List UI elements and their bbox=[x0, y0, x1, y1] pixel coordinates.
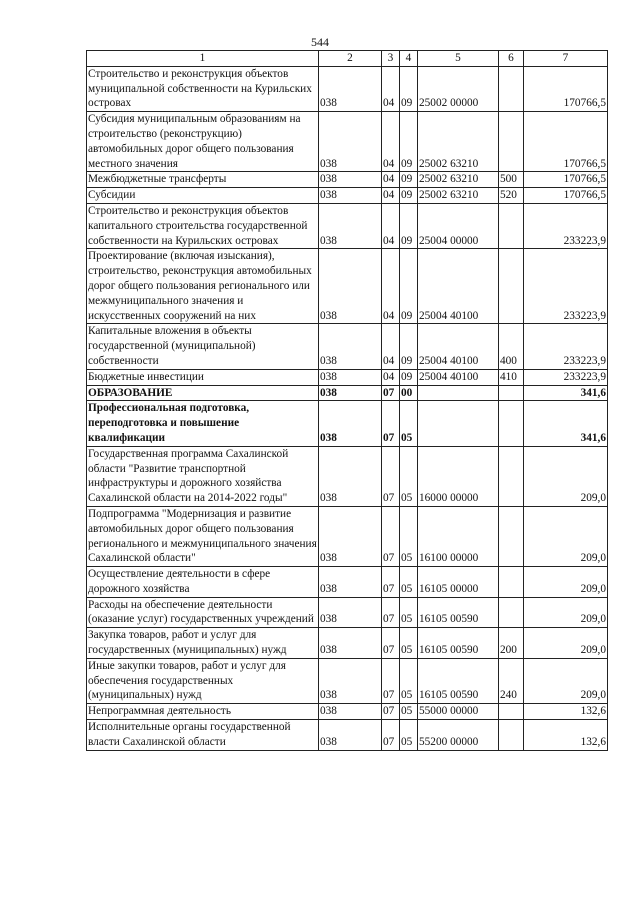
row-section-code: 07 bbox=[382, 567, 400, 598]
row-expense-type-code bbox=[499, 401, 524, 446]
row-subsection-code: 09 bbox=[400, 112, 418, 172]
row-name: Профессиональная подготовка, переподготовка и повышение квалификации bbox=[87, 401, 319, 446]
row-ved-code: 038 bbox=[319, 172, 382, 188]
row-expense-type-code: 240 bbox=[499, 658, 524, 703]
row-target-article-code bbox=[418, 385, 499, 401]
header-col-ved: 2 bbox=[319, 51, 382, 67]
row-name: Непрограммная деятельность bbox=[87, 704, 319, 720]
row-ved-code: 038 bbox=[319, 385, 382, 401]
table-row bbox=[87, 385, 608, 401]
header-col-name: 1 bbox=[87, 51, 319, 67]
row-section-code: 04 bbox=[382, 112, 400, 172]
row-amount: 209,0 bbox=[524, 658, 608, 703]
table-row bbox=[87, 188, 608, 204]
row-ved-code: 038 bbox=[319, 249, 382, 324]
row-ved-code: 038 bbox=[319, 112, 382, 172]
row-name: Строительство и реконструкция объектов капитального строительства государственной собственности на Курильских островах bbox=[87, 203, 319, 248]
row-section-code: 07 bbox=[382, 506, 400, 566]
row-amount: 170766,5 bbox=[524, 66, 608, 111]
row-target-article-code: 25002 63210 bbox=[418, 188, 499, 204]
row-ved-code: 038 bbox=[319, 188, 382, 204]
row-amount: 209,0 bbox=[524, 567, 608, 598]
table-row bbox=[87, 249, 608, 324]
page-number: 544 bbox=[311, 35, 329, 49]
row-expense-type-code: 520 bbox=[499, 188, 524, 204]
row-name: Иные закупки товаров, работ и услуг для обеспечения государственных (муниципальных) нужд bbox=[87, 658, 319, 703]
row-ved-code: 038 bbox=[319, 597, 382, 628]
row-target-article-code: 25002 63210 bbox=[418, 112, 499, 172]
row-target-article-code: 25004 40100 bbox=[418, 369, 499, 385]
row-expense-type-code bbox=[499, 506, 524, 566]
row-expense-type-code bbox=[499, 704, 524, 720]
row-name: Государственная программа Сахалинской области "Развитие транспортной инфраструктуры и дорожного хозяйства Сахалинской области на 2014-2022 годы" bbox=[87, 446, 319, 506]
row-name: Расходы на обеспечение деятельности (оказание услуг) государственных учреждений bbox=[87, 597, 319, 628]
row-subsection-code: 09 bbox=[400, 172, 418, 188]
row-amount: 341,6 bbox=[524, 385, 608, 401]
row-expense-type-code bbox=[499, 567, 524, 598]
row-ved-code: 038 bbox=[319, 369, 382, 385]
row-section-code: 07 bbox=[382, 704, 400, 720]
row-section-code: 07 bbox=[382, 658, 400, 703]
table-header-row bbox=[87, 51, 608, 67]
row-target-article-code: 25004 40100 bbox=[418, 324, 499, 369]
row-amount: 170766,5 bbox=[524, 188, 608, 204]
row-expense-type-code bbox=[499, 249, 524, 324]
table-row bbox=[87, 369, 608, 385]
row-ved-code: 038 bbox=[319, 324, 382, 369]
table-row bbox=[87, 112, 608, 172]
row-ved-code: 038 bbox=[319, 203, 382, 248]
row-amount: 132,6 bbox=[524, 704, 608, 720]
row-name: Межбюджетные трансферты bbox=[87, 172, 319, 188]
row-subsection-code: 09 bbox=[400, 324, 418, 369]
row-target-article-code: 25002 00000 bbox=[418, 66, 499, 111]
row-name: Осуществление деятельности в сфере дорожного хозяйства bbox=[87, 567, 319, 598]
row-section-code: 07 bbox=[382, 385, 400, 401]
row-expense-type-code bbox=[499, 446, 524, 506]
table-row bbox=[87, 324, 608, 369]
table-row bbox=[87, 401, 608, 446]
row-name: Закупка товаров, работ и услуг для государственных (муниципальных) нужд bbox=[87, 628, 319, 659]
row-amount: 233223,9 bbox=[524, 203, 608, 248]
table-row bbox=[87, 597, 608, 628]
row-target-article-code: 55200 00000 bbox=[418, 720, 499, 751]
row-section-code: 07 bbox=[382, 628, 400, 659]
row-section-code: 04 bbox=[382, 172, 400, 188]
table-row bbox=[87, 172, 608, 188]
row-ved-code: 038 bbox=[319, 720, 382, 751]
table-row bbox=[87, 203, 608, 248]
row-amount: 170766,5 bbox=[524, 112, 608, 172]
row-subsection-code: 09 bbox=[400, 203, 418, 248]
row-section-code: 04 bbox=[382, 188, 400, 204]
row-subsection-code: 05 bbox=[400, 506, 418, 566]
table-row bbox=[87, 66, 608, 111]
row-expense-type-code bbox=[499, 720, 524, 751]
header-col-sum: 7 bbox=[524, 51, 608, 67]
row-expense-type-code: 500 bbox=[499, 172, 524, 188]
row-expense-type-code bbox=[499, 597, 524, 628]
row-section-code: 04 bbox=[382, 249, 400, 324]
row-section-code: 04 bbox=[382, 66, 400, 111]
row-amount: 341,6 bbox=[524, 401, 608, 446]
row-name: Бюджетные инвестиции bbox=[87, 369, 319, 385]
row-name: Строительство и реконструкция объектов муниципальной собственности на Курильских островах bbox=[87, 66, 319, 111]
row-amount: 170766,5 bbox=[524, 172, 608, 188]
header-col-pr: 4 bbox=[400, 51, 418, 67]
row-section-code: 04 bbox=[382, 369, 400, 385]
row-target-article-code: 16100 00000 bbox=[418, 506, 499, 566]
row-target-article-code: 25002 63210 bbox=[418, 172, 499, 188]
row-subsection-code: 09 bbox=[400, 369, 418, 385]
row-section-code: 04 bbox=[382, 324, 400, 369]
row-expense-type-code bbox=[499, 66, 524, 111]
row-subsection-code: 05 bbox=[400, 401, 418, 446]
row-target-article-code: 16105 00590 bbox=[418, 658, 499, 703]
table-row bbox=[87, 446, 608, 506]
row-subsection-code: 05 bbox=[400, 658, 418, 703]
row-ved-code: 038 bbox=[319, 567, 382, 598]
row-subsection-code: 05 bbox=[400, 446, 418, 506]
row-subsection-code: 05 bbox=[400, 628, 418, 659]
row-expense-type-code: 200 bbox=[499, 628, 524, 659]
table-row bbox=[87, 658, 608, 703]
row-section-code: 07 bbox=[382, 720, 400, 751]
row-subsection-code: 09 bbox=[400, 66, 418, 111]
table-row bbox=[87, 704, 608, 720]
row-amount: 209,0 bbox=[524, 446, 608, 506]
row-ved-code: 038 bbox=[319, 66, 382, 111]
row-expense-type-code bbox=[499, 112, 524, 172]
row-expense-type-code bbox=[499, 385, 524, 401]
row-expense-type-code: 400 bbox=[499, 324, 524, 369]
row-target-article-code: 16105 00590 bbox=[418, 597, 499, 628]
row-target-article-code: 16105 00000 bbox=[418, 567, 499, 598]
row-amount: 209,0 bbox=[524, 506, 608, 566]
row-subsection-code: 05 bbox=[400, 720, 418, 751]
row-subsection-code: 09 bbox=[400, 188, 418, 204]
row-section-code: 04 bbox=[382, 203, 400, 248]
row-amount: 132,6 bbox=[524, 720, 608, 751]
row-ved-code: 038 bbox=[319, 658, 382, 703]
row-name: Субсидия муниципальным образованиям на строительство (реконструкцию) автомобильных дорог общего пользования местного значения bbox=[87, 112, 319, 172]
header-col-rz: 3 bbox=[382, 51, 400, 67]
row-target-article-code: 25004 00000 bbox=[418, 203, 499, 248]
row-target-article-code: 25004 40100 bbox=[418, 249, 499, 324]
table-row bbox=[87, 628, 608, 659]
row-subsection-code: 00 bbox=[400, 385, 418, 401]
row-subsection-code: 05 bbox=[400, 704, 418, 720]
table-row bbox=[87, 720, 608, 751]
row-section-code: 07 bbox=[382, 401, 400, 446]
row-name: Капитальные вложения в объекты государственной (муниципальной) собственности bbox=[87, 324, 319, 369]
row-name: Подпрограмма "Модернизация и развитие автомобильных дорог общего пользования регионального и межмуниципального значения Сахалинской области" bbox=[87, 506, 319, 566]
row-amount: 233223,9 bbox=[524, 249, 608, 324]
table-row bbox=[87, 567, 608, 598]
row-name: ОБРАЗОВАНИЕ bbox=[87, 385, 319, 401]
row-ved-code: 038 bbox=[319, 446, 382, 506]
row-target-article-code: 55000 00000 bbox=[418, 704, 499, 720]
row-subsection-code: 05 bbox=[400, 567, 418, 598]
row-name: Исполнительные органы государственной власти Сахалинской области bbox=[87, 720, 319, 751]
row-ved-code: 038 bbox=[319, 704, 382, 720]
row-ved-code: 038 bbox=[319, 401, 382, 446]
row-ved-code: 038 bbox=[319, 506, 382, 566]
header-col-vr: 6 bbox=[499, 51, 524, 67]
row-name: Проектирование (включая изыскания), строительство, реконструкция автомобильных дорог общего пользования регионального или межмуниципального значения и искусственных сооружений на них bbox=[87, 249, 319, 324]
row-expense-type-code: 410 bbox=[499, 369, 524, 385]
budget-table bbox=[86, 50, 608, 751]
row-target-article-code bbox=[418, 401, 499, 446]
row-amount: 209,0 bbox=[524, 597, 608, 628]
row-expense-type-code bbox=[499, 203, 524, 248]
row-ved-code: 038 bbox=[319, 628, 382, 659]
row-subsection-code: 05 bbox=[400, 597, 418, 628]
row-subsection-code: 09 bbox=[400, 249, 418, 324]
row-amount: 233223,9 bbox=[524, 324, 608, 369]
table-row bbox=[87, 506, 608, 566]
row-name: Субсидии bbox=[87, 188, 319, 204]
row-target-article-code: 16000 00000 bbox=[418, 446, 499, 506]
row-target-article-code: 16105 00590 bbox=[418, 628, 499, 659]
table-body bbox=[87, 66, 608, 750]
row-amount: 233223,9 bbox=[524, 369, 608, 385]
row-amount: 209,0 bbox=[524, 628, 608, 659]
row-section-code: 07 bbox=[382, 597, 400, 628]
row-section-code: 07 bbox=[382, 446, 400, 506]
header-col-csr: 5 bbox=[418, 51, 499, 67]
